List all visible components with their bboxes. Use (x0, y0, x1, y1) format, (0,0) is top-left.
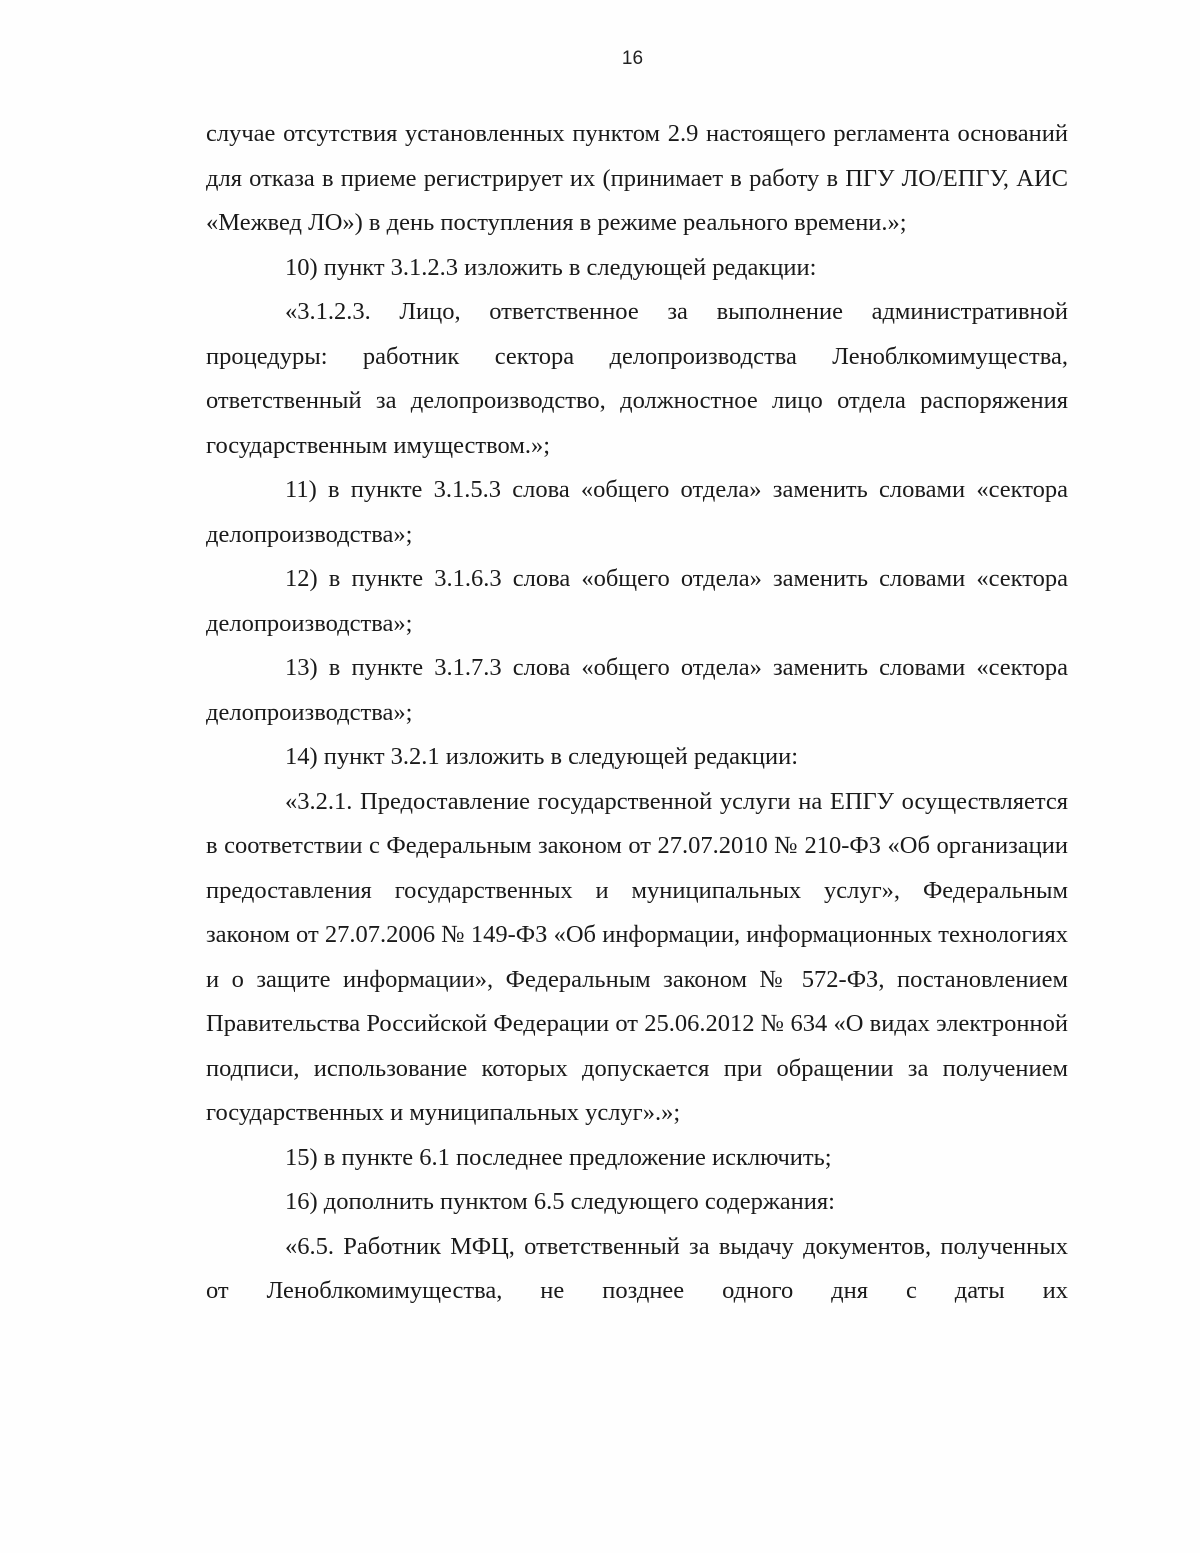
document-body (206, 112, 1068, 1314)
paragraph-item-11: 11) в пункте 3.1.5.3 слова «общего отдела» заменить словами «сектора делопроизводства»; (206, 476, 1068, 548)
paragraph-quote-6-5: «6.5. Работник МФЦ, ответственный за выдачу документов, полученных от Леноблкомимущества, не позднее одного дня с даты их (206, 1232, 1068, 1304)
paragraph-quote-3-1-2-3: «3.1.2.3. Лицо, ответственное за выполнение административной процедуры: работник сектора делопроизводства Леноблкомимущества, ответственный за делопроизводство, должностное лицо отдела распоряжения государственным имуществом.»; (206, 298, 1068, 459)
paragraph-item-16: 16) дополнить пунктом 6.5 следующего содержания: (285, 1188, 835, 1215)
paragraph-quote-3-2-1: «3.2.1. Предоставление государственной услуги на ЕПГУ осуществляется в соответствии с Федеральным законом от 27.07.2010 № 210-ФЗ «Об организации предоставления государственных и муниципальных услуг», Федеральным законом от 27.07.2006 № 149-ФЗ «Об информации, информационных технологиях и о защите информации», Федеральным законом № 572-ФЗ, постановлением Правительства Российской Федерации от 25.06.2012 № 634 «О видах электронной подписи, использование которых допускается при обращении за получением государственных и муниципальных услуг».»; (206, 787, 1068, 1126)
paragraph-item-13: 13) в пункте 3.1.7.3 слова «общего отдела» заменить словами «сектора делопроизводства»; (206, 654, 1068, 726)
paragraph-item-12: 12) в пункте 3.1.6.3 слова «общего отдела» заменить словами «сектора делопроизводства»; (206, 565, 1068, 637)
page-number: 16 (621, 48, 644, 69)
paragraph-item-10: 10) пункт 3.1.2.3 изложить в следующей редакции: (285, 253, 817, 281)
paragraph-item-15: 15) в пункте 6.1 последнее предложение исключить; (285, 1143, 832, 1171)
paragraph-continuation: случае отсутствия установленных пунктом 2.9 настоящего регламента оснований для отказа в приеме регистрирует их (принимает в работу в ПГУ ЛО/ЕПГУ, АИС «Межвед ЛО») в день поступления в режиме реального времени.»; (206, 120, 1068, 236)
paragraph-item-14: 14) пункт 3.2.1 изложить в следующей редакции: (285, 743, 799, 770)
